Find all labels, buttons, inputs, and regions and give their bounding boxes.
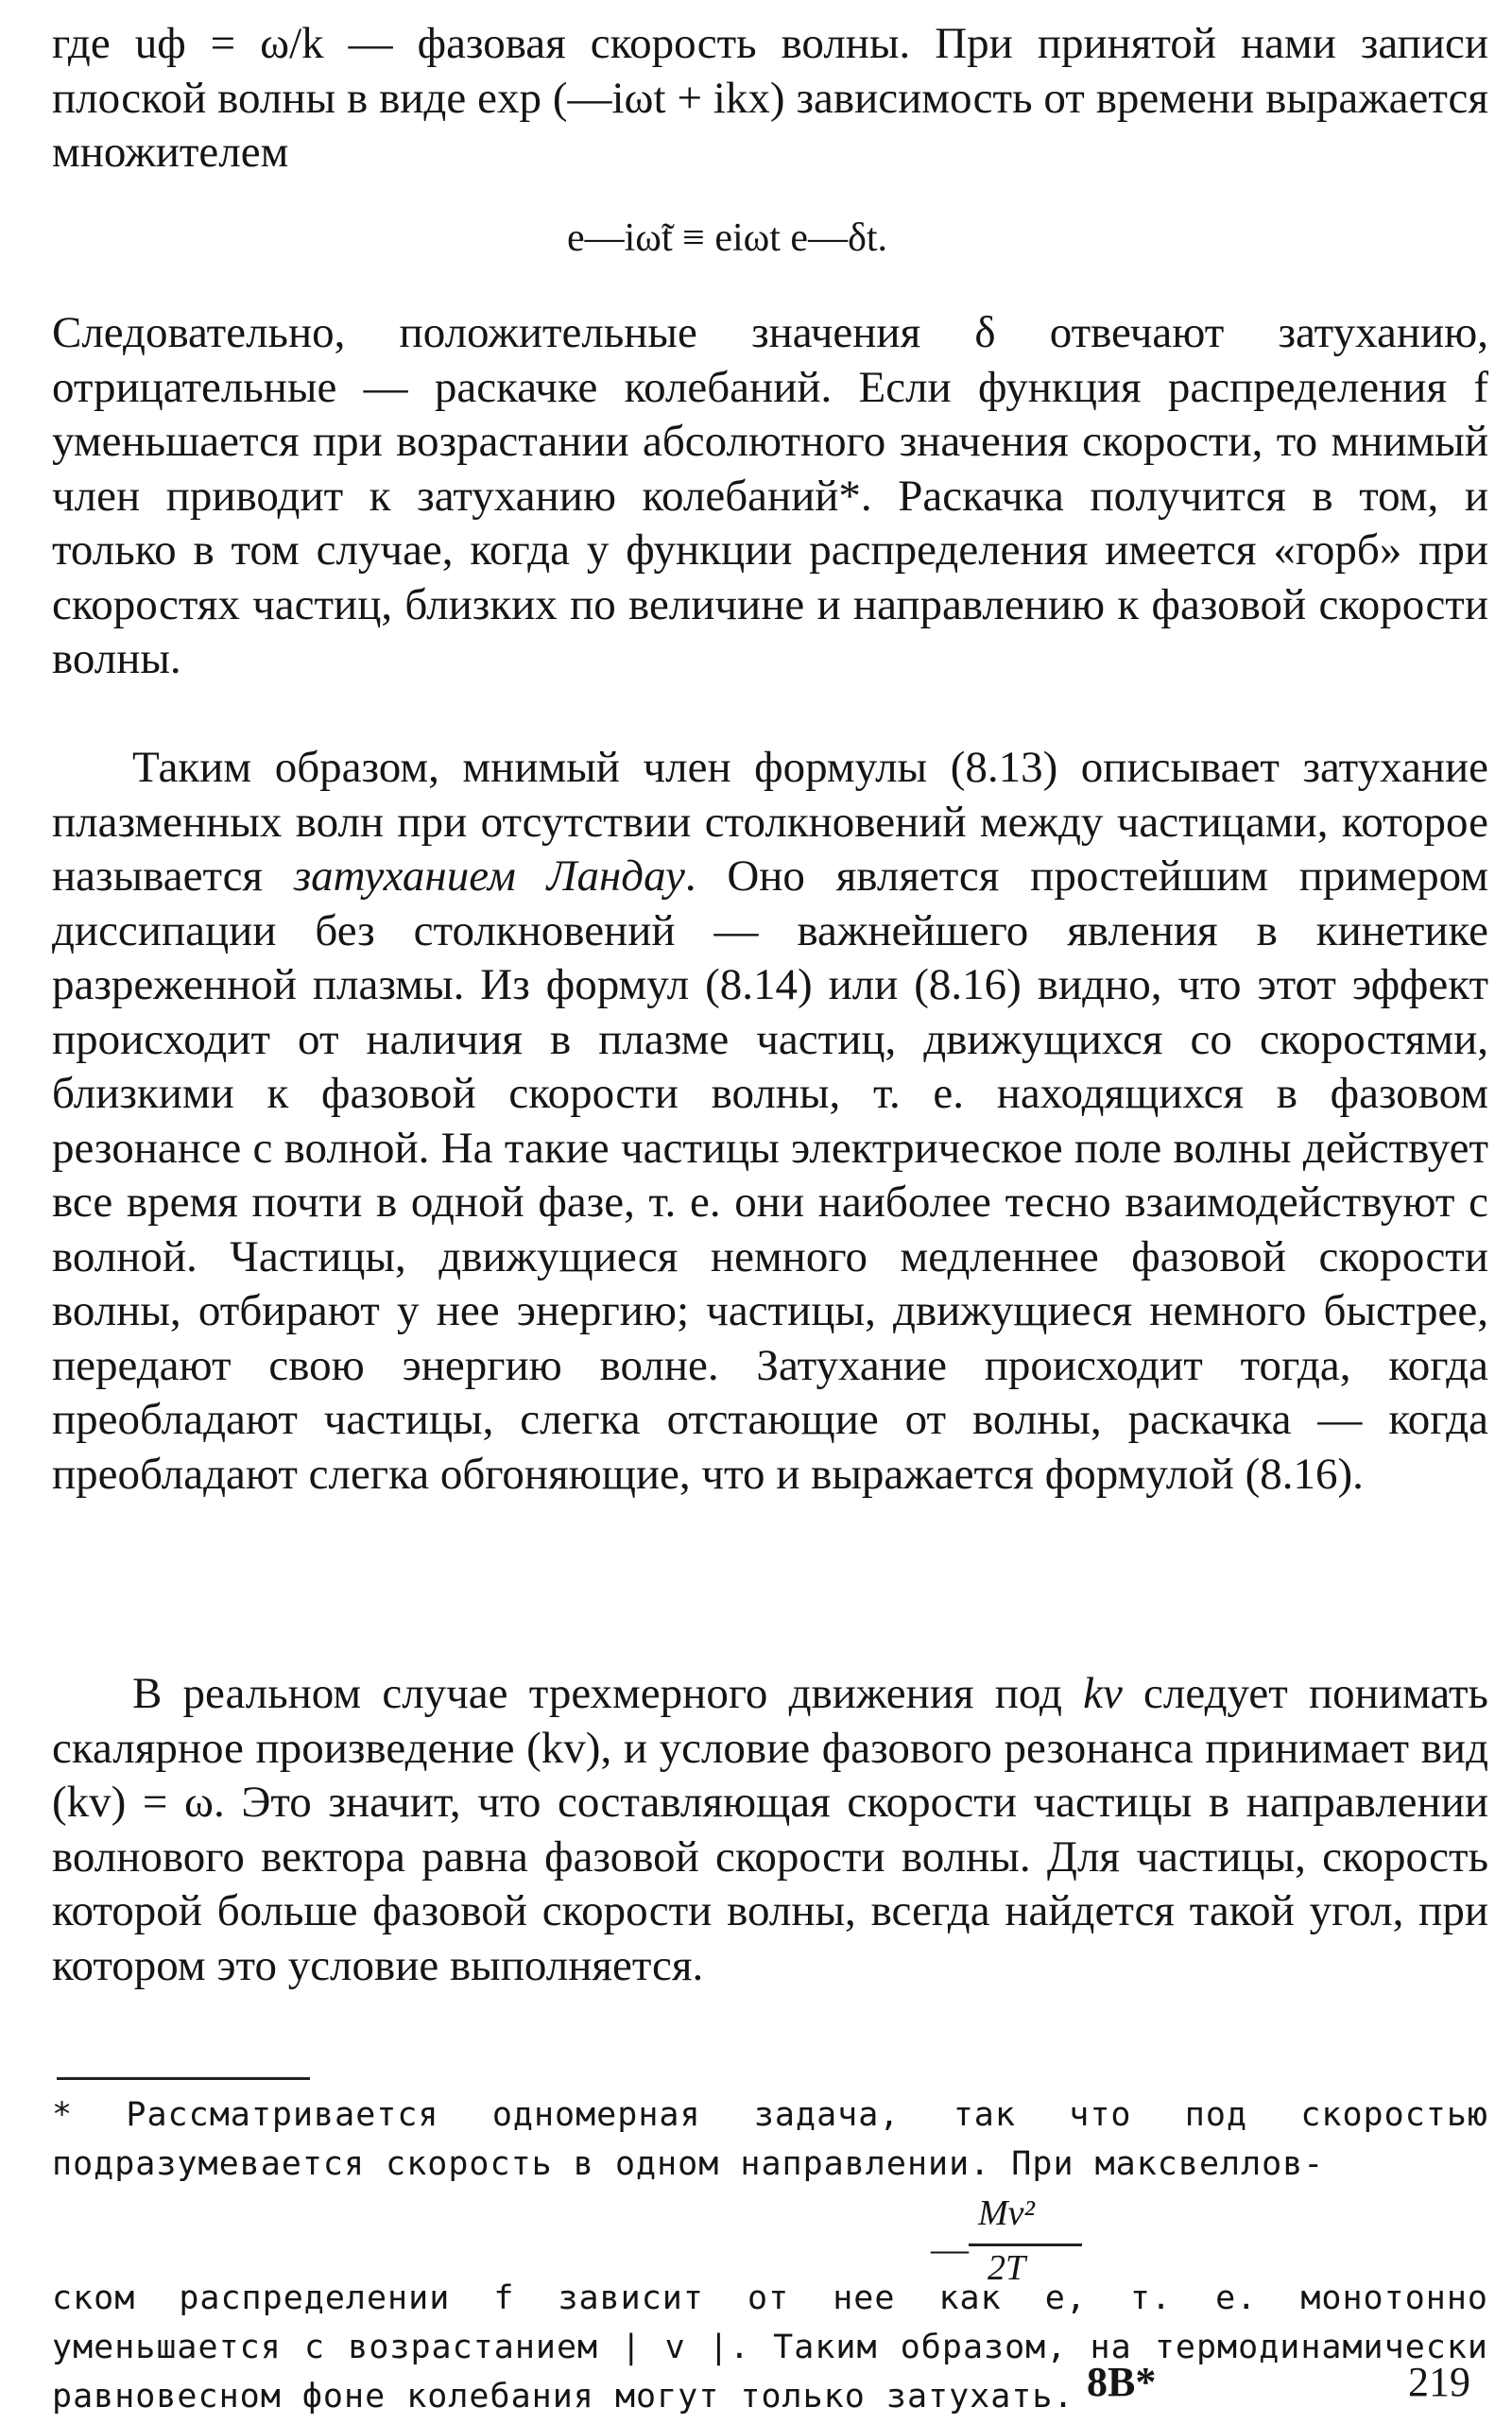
- kv-symbol: kv: [1083, 1669, 1123, 1718]
- paragraph-intro: где uф = ω/k — фазовая скорость волны. При принятой нами записи плоской волны в виде exp (—iωt + ikx) зависимость от времени выражается множителем: [52, 19, 1488, 177]
- exponent-minus: —: [931, 2227, 969, 2270]
- page-number: 219: [1408, 2359, 1470, 2405]
- signature-mark: 8В*: [1087, 2359, 1157, 2405]
- fraction-bar: [969, 2243, 1082, 2246]
- exponent-denominator: 2T: [988, 2248, 1026, 2288]
- footnote-line2: ском распределении f зависит от нее как e: [52, 2279, 1066, 2317]
- 3d-text-after: следует понимать скалярное произведение (kv), и условие фазового резонанса принимает вид (kv) = ω. Это значит, что составляющая скорости частицы в направлении волнового вектора равна фазовой скорости волны. Для частицы, скорость которой больше фазовой скорости волны, всегда найдется такой угол, при котором это условие выполняется.: [52, 1669, 1488, 1990]
- footnote-line2-after: , т. е. монотонно уменьшается с возрастанием | v |. Таким образом, на термодинамически равновесном фоне колебания могут только затухать.: [52, 2279, 1488, 2415]
- formula-lhs: e—iω̃t: [567, 216, 673, 260]
- paragraph-3d-motion: [52, 1667, 1488, 1993]
- footnote-divider: [57, 2077, 310, 2080]
- 3d-text-before: В реальном случае трехмерного движения под: [132, 1669, 1084, 1718]
- formula-equiv: ≡: [682, 216, 705, 260]
- formula-rhs: eiωt e—δt.: [714, 216, 888, 260]
- landau-term: затуханием Ландау: [293, 851, 685, 901]
- footnote-continuation: [52, 2274, 1488, 2421]
- landau-text-after: . Оно является простейшим примером диссипации без столкновений — важнейшего явления в кинетике разреженной плазмы. Из формул (8.14) или (8.16) видно, что этот эффект происходит от наличия в плазме частиц, движущихся со скоростями, близкими к фазовой скорости волны, т. е. находящихся в фазовом резонансе с волной. На такие частицы электрическое поле волны действует все время почти в одной фазе, т. е. они наиболее тесно взаимодействуют с волной. Частицы, движущиеся немного медленнее фазовой скорости волны, отбирают у нее энергию; частицы, движущиеся немного быстрее, передают свою энергию волне. Затухание происходит тогда, когда преобладают частицы, слегка отстающие от волны, раскачка — когда преобладают слегка обгоняющие, что и выражается формулой (8.16).: [52, 851, 1488, 1499]
- exponent-numerator: Mv²: [978, 2193, 1035, 2233]
- formula-time-dependence: [567, 210, 1228, 266]
- footnote-line1: * Рассматривается одномерная задача, так что под скоростью подразумевается скорость в одном направлении. При максвеллов-: [52, 2096, 1488, 2183]
- paragraph-landau: [52, 741, 1488, 1502]
- landau-text-before: Таким образом, мнимый член формулы (8.13) описывает затухание плазменных волн при отсутствии столкновений между частицами, которое называется: [52, 743, 1488, 901]
- paragraph-damping: Следовательно, положительные значения δ отвечают затуханию, отрицательные — раскачке колебаний. Если функция распределения f уменьшается при возрастании абсолютного значения скорости, то мнимый член приводит к затуханию колебаний*. Раскачка получится в том, и только в том случае, когда у функции распределения имеется «горб» при скоростях частиц, близких по величине и направлению к фазовой скорости волны.: [52, 308, 1488, 683]
